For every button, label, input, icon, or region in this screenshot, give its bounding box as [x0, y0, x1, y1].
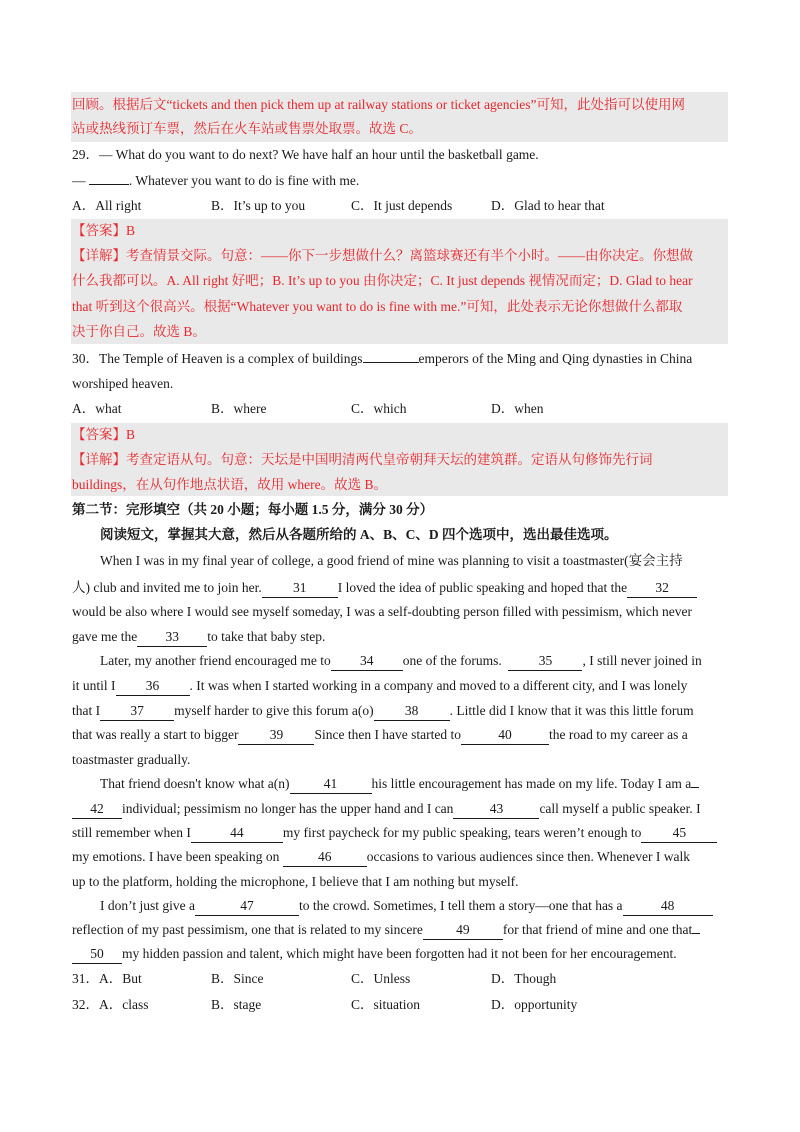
answer-blank — [363, 362, 419, 363]
blank-39: 39 — [238, 726, 314, 745]
passage-text: 人) club and invited me to join her. — [72, 580, 262, 595]
passage-line — [72, 674, 687, 698]
explanation-line: 什么我都可以。A. All right 好吧；B. It’s up to you 由你决定；C. It just depends 视情况而定；D. Glad to hear — [72, 273, 693, 288]
passage-text: still remember when I — [72, 825, 191, 840]
explanation-line: 站或热线预订车票，然后在火车站或售票处取票。故选 C。 — [72, 121, 422, 136]
q32-option-d: D．opportunity — [491, 997, 578, 1012]
question-30-stem-cont: worshiped heaven. — [72, 376, 174, 391]
passage-text: individual; pessimism no longer has the upper hand and I can — [122, 801, 454, 816]
passage-line — [72, 845, 690, 869]
explanation-line: that 听到这个很高兴。根据“Whatever you want to do is fine with me.”可知，此处表示无论你想做什么都取 — [72, 299, 683, 314]
passage-text: for that friend of mine and one that — [502, 922, 693, 937]
option-c: C．which — [351, 401, 407, 416]
passage-text: occasions to various audiences since then. Whenever I walk — [366, 849, 690, 864]
passage-line — [100, 894, 713, 918]
passage-line — [72, 942, 677, 966]
passage-text: gave me the — [72, 629, 138, 644]
blank-43: 43 — [453, 800, 539, 819]
passage-line: up to the platform, holding the microphone, I believe that I am nothing but myself. — [72, 874, 519, 889]
blank-50-start — [692, 933, 700, 934]
blank-37: 37 — [100, 702, 174, 721]
passage-text: the road to my career as a — [549, 727, 688, 742]
passage-text: my first paycheck for my public speaking, tears weren’t enough to — [282, 825, 642, 840]
blank-38: 38 — [374, 702, 450, 721]
passage-line — [72, 797, 701, 821]
q31-option-d: D．Though — [491, 971, 557, 986]
blank-48: 48 — [623, 897, 713, 916]
passage-line — [100, 649, 702, 673]
blank-42-start — [691, 787, 699, 788]
passage-line: toastmaster gradually. — [72, 752, 191, 767]
passage-text: . Little did I know that it was this little forum — [449, 703, 694, 718]
option-d: D．when — [491, 401, 544, 416]
blank-45: 45 — [641, 824, 717, 843]
passage-text: reflection of my past pessimism, one that is related to my sincere — [72, 922, 423, 937]
passage-line — [72, 699, 694, 723]
section-title: 第二节：完形填空（共 20 小题；每小题 1.5 分，满分 30 分） — [72, 502, 434, 517]
explanation-line: buildings，在从句作地点状语，故用 where。故选 B。 — [72, 477, 387, 492]
passage-text: call myself a public speaker. I — [539, 801, 701, 816]
passage-text: I don’t just give a — [100, 898, 195, 913]
passage-line — [72, 625, 325, 649]
answer-label: 【答案】B — [72, 223, 136, 238]
q31-option-c: C．Unless — [351, 971, 411, 986]
q31-option-a: 31．A．But — [72, 971, 142, 986]
option-c: C．It just depends — [351, 198, 453, 213]
blank-49: 49 — [423, 921, 503, 940]
stem-text: 30．The Temple of Heaven is a complex of buildings — [72, 351, 363, 366]
blank-40: 40 — [461, 726, 549, 745]
blank-32: 32 — [627, 579, 697, 598]
blank-33: 33 — [137, 628, 207, 647]
passage-text: I loved the idea of public speaking and hoped that the — [337, 580, 628, 595]
response-text: . Whatever you want to do is fine with me. — [128, 173, 360, 188]
q32-option-a: 32．A．class — [72, 997, 149, 1012]
option-d: D．Glad to hear that — [491, 198, 605, 213]
q32-option-c: C．situation — [351, 997, 421, 1012]
explanation-line: 回顾。根据后文“tickets and then pick them up at railway stations or ticket agencies”可知，此处指可以使用网 — [72, 97, 685, 112]
passage-text: that I — [72, 703, 101, 718]
passage-text: Later, my another friend encouraged me to — [100, 653, 331, 668]
option-a: A．what — [72, 401, 122, 416]
option-b: B．It’s up to you — [211, 198, 306, 213]
question-30-stem — [72, 347, 692, 371]
passage-text: myself harder to give this forum a(o) — [174, 703, 374, 718]
passage-text: , I still never joined in — [582, 653, 702, 668]
passage-text: one of the forums. — [402, 653, 502, 668]
q32-option-b: B．stage — [211, 997, 262, 1012]
passage-text: . It was when I started working in a company and moved to a different city, and I was lonely — [189, 678, 688, 693]
stem-text: emperors of the Ming and Qing dynasties in China — [418, 351, 693, 366]
question-29-response — [72, 169, 359, 193]
question-29-stem: 29．— What do you want to do next? We have half an hour until the basketball game. — [72, 147, 539, 162]
passage-line — [72, 821, 717, 845]
passage-line: would be also where I would see myself someday, I was a self-doubting person filled with pessimism, which never — [72, 604, 692, 619]
passage-line — [100, 772, 699, 796]
passage-line: When I was in my final year of college, a good friend of mine was planning to visit a toastmaster(宴会主持 — [100, 553, 683, 568]
explanation-line: 决于你自己。故选 B。 — [72, 324, 206, 339]
passage-text: that was really a start to bigger — [72, 727, 239, 742]
answer-label: 【答案】B — [72, 427, 136, 442]
blank-47: 47 — [195, 897, 299, 916]
passage-text: Since then I have started to — [314, 727, 462, 742]
blank-34: 34 — [331, 652, 403, 671]
passage-line — [72, 576, 697, 600]
blank-44: 44 — [191, 824, 283, 843]
q31-option-b: B．Since — [211, 971, 264, 986]
passage-line — [72, 723, 688, 747]
explanation-line: 【详解】考查情景交际。句意：——你下一步想做什么？离篮球赛还有半个小时。——由你决定。你想做 — [72, 248, 693, 263]
section-instruction: 阅读短文，掌握其大意，然后从各题所给的 A、B、C、D 四个选项中，选出最佳选项。 — [100, 527, 618, 542]
blank-36: 36 — [116, 677, 190, 696]
dash: — — [72, 173, 86, 188]
blank-41: 41 — [290, 775, 372, 794]
blank-35: 35 — [508, 652, 582, 671]
passage-text: it until I — [72, 678, 116, 693]
passage-text: to the crowd. Sometimes, I tell them a story—one that has a — [299, 898, 623, 913]
passage-line — [72, 918, 700, 942]
blank-50: 50 — [72, 945, 122, 964]
passage-text: my hidden passion and talent, which might have been forgotten had it not been for her encouragement. — [122, 946, 677, 961]
blank-31: 31 — [262, 579, 338, 598]
blank-46: 46 — [283, 848, 367, 867]
passage-text: his little encouragement has made on my life. Today I am a — [371, 776, 692, 791]
explanation-line: 【详解】考查定语从句。句意：天坛是中国明清两代皇帝朝拜天坛的建筑群。定语从句修饰先行词 — [72, 452, 653, 467]
passage-text: to take that baby step. — [207, 629, 326, 644]
passage-text: That friend doesn't know what a(n) — [100, 776, 290, 791]
option-a: A．All right — [72, 198, 142, 213]
option-b: B．where — [211, 401, 267, 416]
answer-blank — [89, 184, 129, 185]
blank-42: 42 — [72, 800, 122, 819]
passage-text: my emotions. I have been speaking on — [72, 849, 280, 864]
